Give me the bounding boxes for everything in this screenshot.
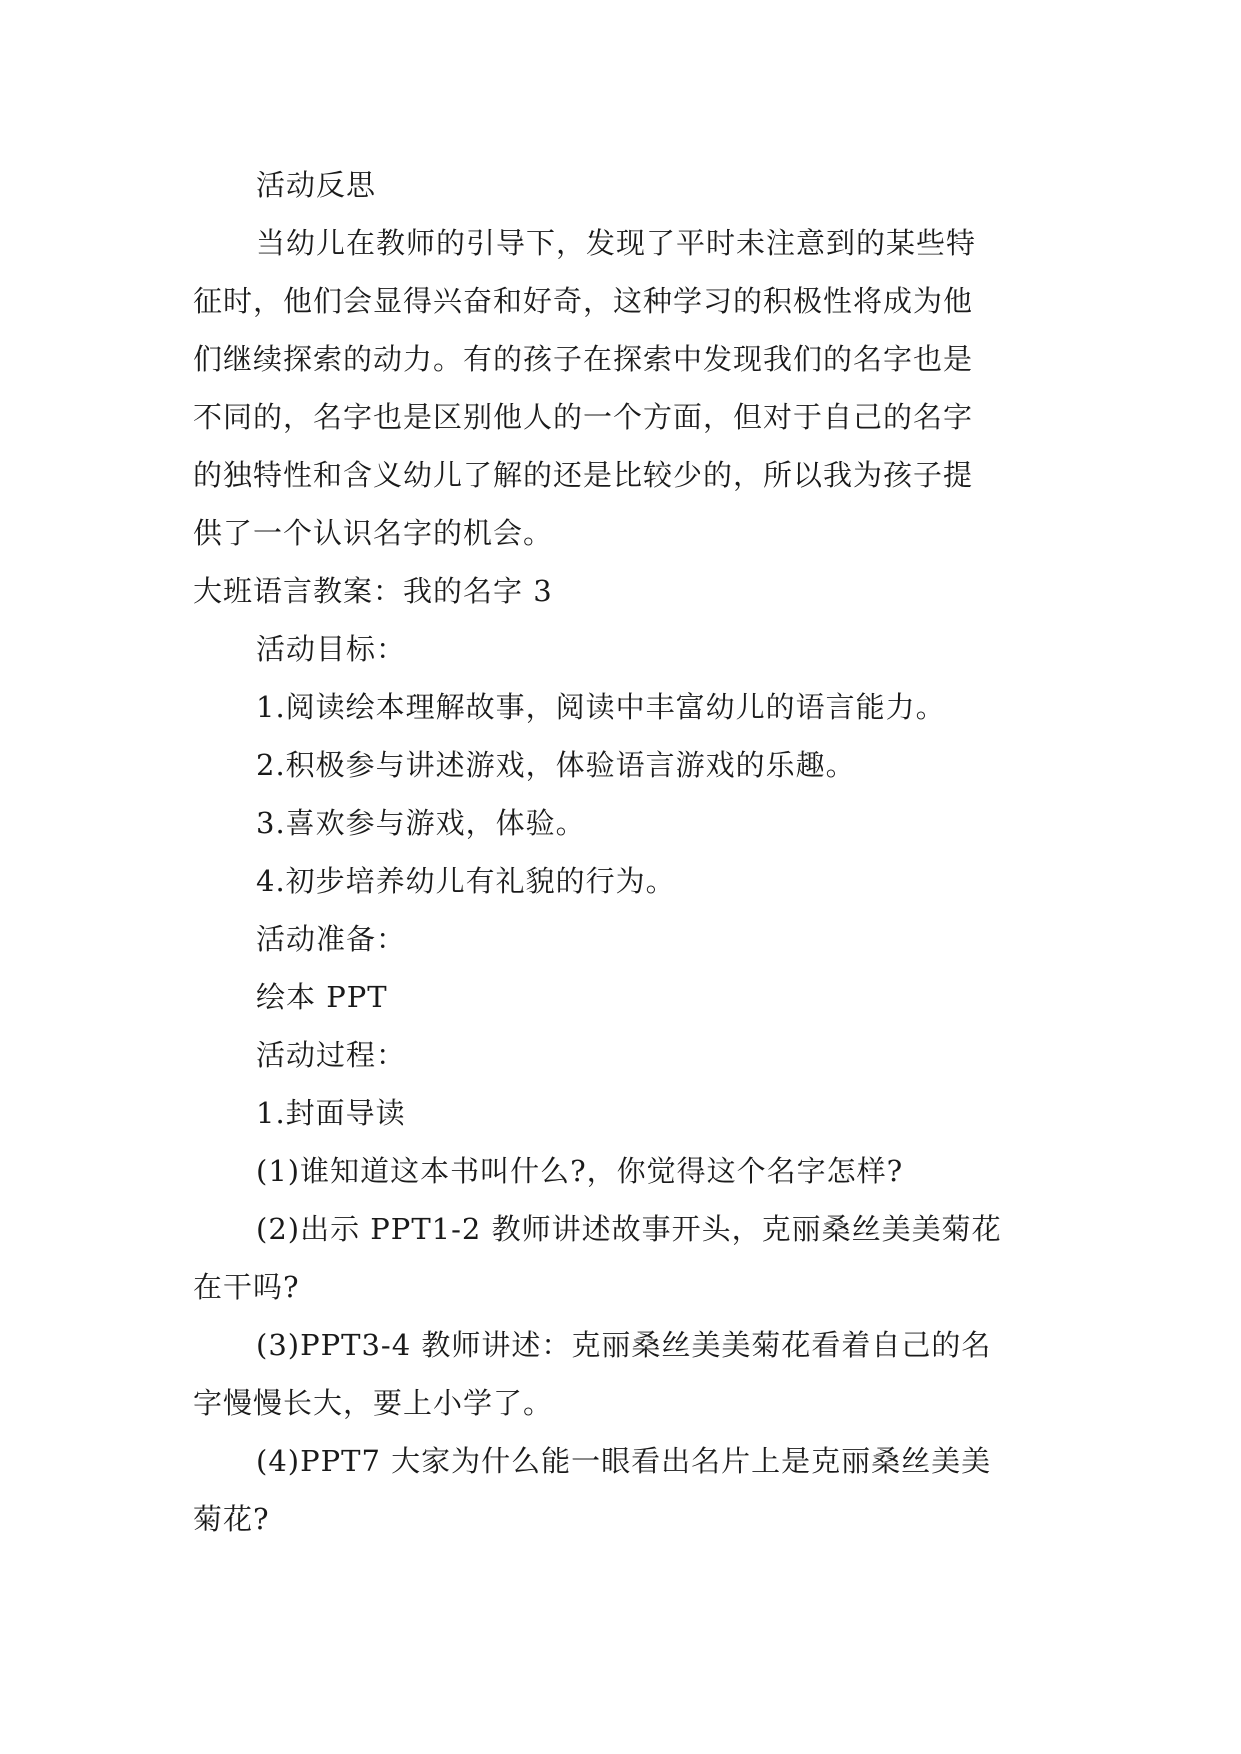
heading-reflection: 活动反思 bbox=[256, 168, 377, 202]
paragraph-line: 在干吗? bbox=[193, 1270, 300, 1304]
paragraph-line: 不同的，名字也是区别他人的一个方面，但对于自己的名字 bbox=[193, 400, 974, 434]
list-item: 2.积极参与讲述游戏，体验语言游戏的乐趣。 bbox=[256, 748, 856, 782]
list-item: (1)谁知道这本书叫什么?，你觉得这个名字怎样? bbox=[256, 1154, 904, 1188]
paragraph-line: 的独特性和含义幼儿了解的还是比较少的，所以我为孩子提 bbox=[193, 458, 974, 492]
list-item: 4.初步培养幼儿有礼貌的行为。 bbox=[256, 864, 676, 898]
paragraph-line: 绘本 PPT bbox=[256, 980, 388, 1014]
heading-objectives: 活动目标： bbox=[256, 632, 407, 666]
section-title: 大班语言教案：我的名字 3 bbox=[193, 574, 553, 608]
list-item: (3)PPT3-4 教师讲述：克丽桑丝美美菊花看着自己的名 bbox=[256, 1328, 992, 1362]
heading-process: 活动过程： bbox=[256, 1038, 407, 1072]
paragraph-line: 们继续探索的动力。有的孩子在探索中发现我们的名字也是 bbox=[193, 342, 974, 376]
heading-preparation: 活动准备： bbox=[256, 922, 407, 956]
list-item: 1.封面导读 bbox=[256, 1096, 406, 1130]
paragraph-line: 字慢慢长大，要上小学了。 bbox=[193, 1386, 554, 1420]
list-item: (2)出示 PPT1-2 教师讲述故事开头，克丽桑丝美美菊花 bbox=[256, 1212, 1002, 1246]
list-item: 1.阅读绘本理解故事，阅读中丰富幼儿的语言能力。 bbox=[256, 690, 946, 724]
paragraph-line: 征时，他们会显得兴奋和好奇，这种学习的积极性将成为他 bbox=[193, 284, 974, 318]
paragraph-line: 菊花? bbox=[193, 1502, 270, 1536]
list-item: 3.喜欢参与游戏，体验。 bbox=[256, 806, 586, 840]
paragraph-line: 供了一个认识名字的机会。 bbox=[193, 516, 554, 550]
paragraph-line: 当幼儿在教师的引导下，发现了平时未注意到的某些特 bbox=[256, 226, 977, 260]
list-item: (4)PPT7 大家为什么能一眼看出名片上是克丽桑丝美美 bbox=[256, 1444, 992, 1478]
